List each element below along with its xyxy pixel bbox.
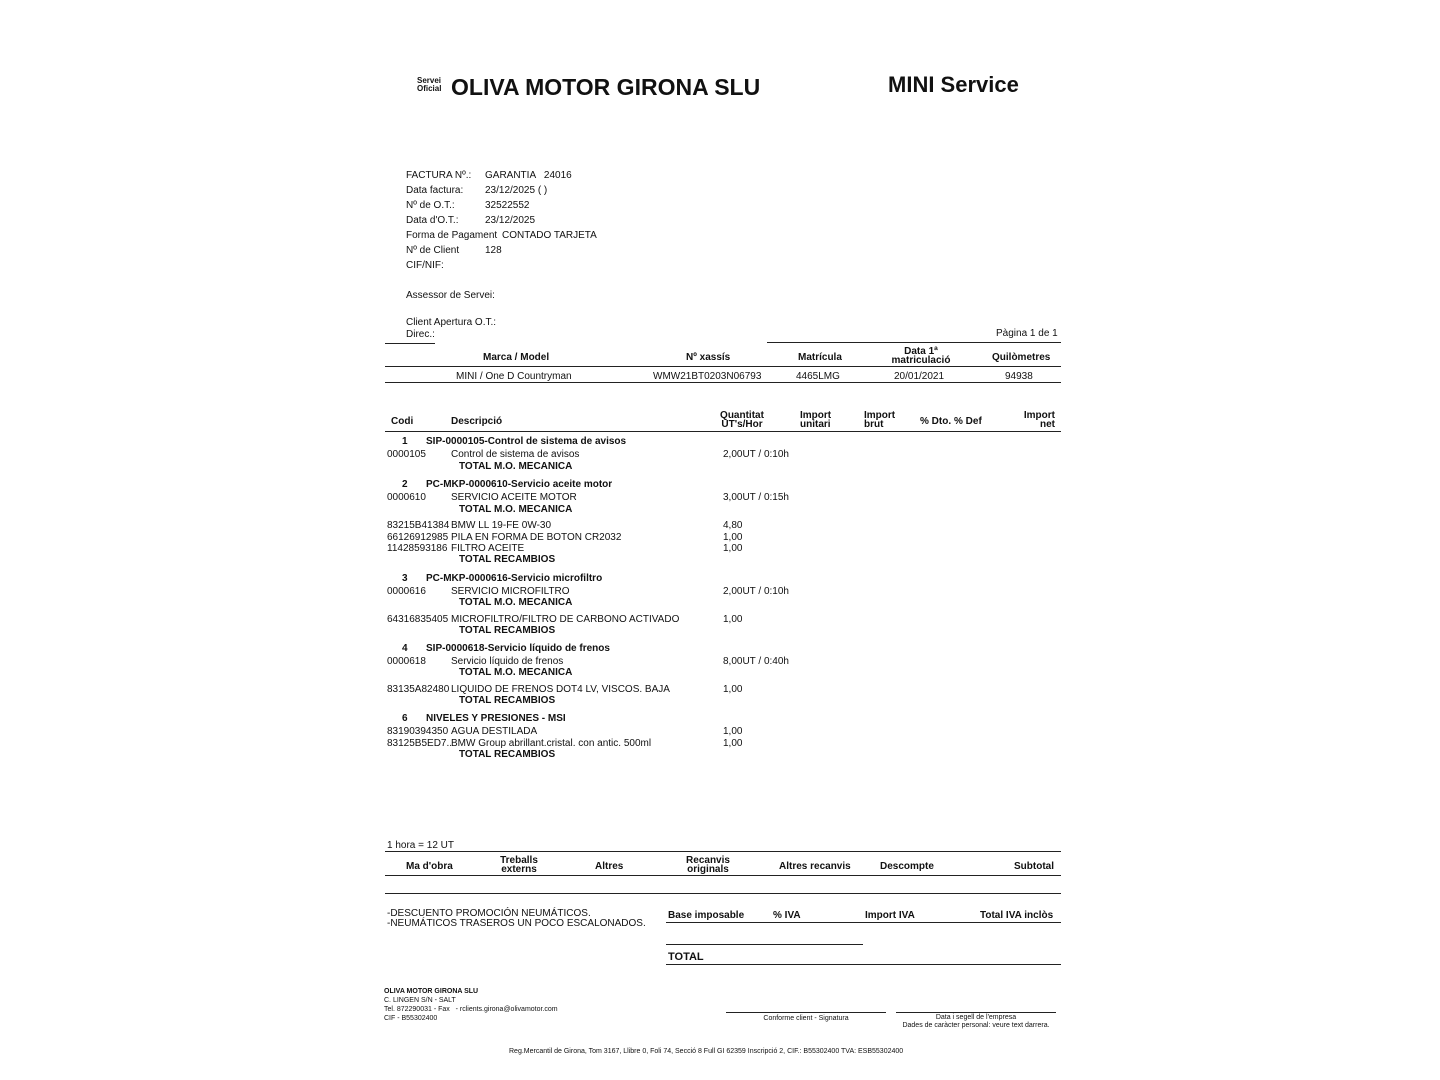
part-description: LIQUIDO DE FRENOS DOT4 LV, VISCOS. BAJA (451, 684, 670, 695)
part-code: 83215B41384 (387, 520, 450, 531)
total-label: TOTAL RECAMBIOS (459, 695, 556, 706)
col-import-unitari (800, 411, 831, 429)
footer-cif: CIF - B55302400 (384, 1015, 438, 1022)
summary-altres-recanvis: Altres recanvis (779, 861, 851, 872)
summary-descompte: Descompte (880, 861, 934, 872)
total-label: TOTAL RECAMBIOS (459, 554, 556, 565)
tax-total-iva: Total IVA inclòs (980, 910, 1054, 921)
part-quantity: 1,00 (723, 532, 743, 543)
vehicle-matricula: 4465LMG (796, 371, 840, 382)
part-code: 83135A82480 (387, 684, 450, 695)
part-quantity: 4,80 (723, 520, 743, 531)
company-name: OLIVA MOTOR GIRONA SLU (451, 74, 761, 100)
col-import-net-line2: net (1040, 419, 1055, 430)
total-label-final: TOTAL (668, 951, 704, 963)
divider (385, 431, 1061, 432)
part-code: 83190394350 (387, 726, 449, 737)
summary-treballs (489, 856, 549, 874)
col-import-net-line1: Import (1023, 410, 1055, 421)
data-ot-value: 23/12/2025 (485, 215, 536, 226)
item-quantity: 2,00UT / 0:10h (723, 449, 789, 460)
item-description: Servicio líquido de frenos (451, 656, 564, 667)
total-label: TOTAL RECAMBIOS (459, 749, 556, 760)
direc-label: Direc.: (406, 329, 435, 340)
summary-ma-obra: Ma d'obra (406, 861, 453, 872)
item-description: SERVICIO ACEITE MOTOR (451, 492, 577, 503)
part-code: 64316835405 (387, 614, 449, 625)
col-def: % Def (954, 416, 982, 427)
part-quantity: 1,00 (723, 614, 743, 625)
total-label: TOTAL M.O. MECANICA (459, 504, 573, 515)
vehicle-header-data-line2: matriculació (891, 355, 951, 366)
item-quantity: 2,00UT / 0:10h (723, 586, 789, 597)
part-quantity: 1,00 (723, 738, 743, 749)
data-factura-value: 23/12/2025 ( ) (485, 185, 548, 196)
client-apertura-label: Client Apertura O.T.: (406, 317, 497, 328)
divider (385, 366, 1061, 367)
section-number: 4 (402, 643, 408, 654)
divider (666, 964, 1061, 965)
part-description: BMW Group abrillant.cristal. con antic. 500ml (451, 738, 652, 749)
summary-recanvis (678, 856, 738, 874)
vehicle-header-data (886, 347, 956, 365)
col-quantitat-line1: Quantitat (720, 410, 764, 421)
divider (385, 343, 435, 344)
total-label: TOTAL M.O. MECANICA (459, 597, 573, 608)
forma-pagament-label: Forma de Pagament (406, 230, 498, 241)
summary-subtotal: Subtotal (1014, 861, 1054, 872)
tax-base: Base imposable (668, 910, 745, 921)
part-quantity: 1,00 (723, 543, 743, 554)
col-quantitat-line2: UT's/Hor (721, 419, 763, 430)
footer-contact: Tel. 872290031 - Fax - rclients.girona@olivamotor.com (384, 1006, 558, 1013)
col-import-brut-line2: brut (864, 419, 884, 430)
section-title: PC-MKP-0000616-Servicio microfiltro (426, 573, 603, 584)
section-title: PC-MKP-0000610-Servicio aceite motor (426, 479, 613, 490)
total-label: TOTAL M.O. MECANICA (459, 461, 573, 472)
note-line: -DESCUENTO PROMOCIÓN NEUMÁTICOS. (387, 908, 591, 919)
col-import-unitari-line2: unitari (800, 419, 831, 430)
col-import-net (1012, 411, 1055, 429)
section-title: SIP-0000105-Control de sistema de avisos (426, 436, 627, 447)
col-import-brut-line1: Import (864, 410, 896, 421)
section-number: 3 (402, 573, 408, 584)
col-import-unitari-line1: Import (800, 410, 832, 421)
divider (767, 342, 1061, 343)
part-description: FILTRO ACEITE (451, 543, 525, 554)
total-label: TOTAL M.O. MECANICA (459, 667, 573, 678)
vehicle-header-matricula: Matrícula (798, 352, 842, 363)
divider (385, 382, 1061, 383)
summary-treballs-line2: externs (501, 864, 537, 875)
item-description: SERVICIO MICROFILTRO (451, 586, 570, 597)
forma-pagament-value: CONTADO TARJETA (502, 230, 597, 241)
vehicle-header-data-line1: Data 1ª (904, 346, 938, 357)
part-description: BMW LL 19-FE 0W-30 (451, 520, 552, 531)
part-code: 11428593186 (387, 543, 448, 554)
signature-company-label: Data i segell de l'empresa (935, 1014, 1017, 1021)
item-quantity: 8,00UT / 0:40h (723, 656, 789, 667)
section-title: SIP-0000618-Servicio líquido de frenos (426, 643, 610, 654)
col-dto: % Dto. (920, 416, 952, 427)
signature-line (726, 1012, 886, 1013)
part-code: 83125B5ED7.. (387, 738, 453, 749)
assessor-label: Assessor de Servei: (406, 290, 495, 301)
footer-company: OLIVA MOTOR GIRONA SLU (384, 988, 479, 995)
total-label: TOTAL RECAMBIOS (459, 625, 556, 636)
client-number-value: 128 (485, 245, 502, 256)
hora-note: 1 hora = 12 UT (387, 840, 454, 851)
vehicle-data-matriculacio: 20/01/2021 (894, 371, 945, 382)
brand-title: MINI Service (888, 72, 1019, 97)
divider (666, 922, 1061, 923)
section-number: 6 (402, 713, 408, 724)
section-number: 1 (402, 436, 408, 447)
col-codi: Codi (391, 416, 414, 427)
servei-line: Servei (417, 76, 442, 85)
item-code: 0000616 (387, 586, 426, 597)
client-number-label: Nº de Client (406, 245, 460, 256)
num-ot-label: Nº de O.T.: (406, 200, 455, 211)
part-quantity: 1,00 (723, 684, 743, 695)
divider (385, 893, 1061, 894)
factura-label: FACTURA Nº.: (406, 170, 472, 181)
part-description: PILA EN FORMA DE BOTON CR2032 (451, 532, 622, 543)
tax-import-iva: Import IVA (865, 910, 915, 921)
summary-recanvis-line1: Recanvis (686, 855, 730, 866)
vehicle-quilometres: 94938 (1005, 371, 1033, 382)
oficial-line: Oficial (417, 84, 442, 93)
part-description: AGUA DESTILADA (451, 726, 538, 737)
item-quantity: 3,00UT / 0:15h (723, 492, 789, 503)
summary-altres: Altres (595, 861, 624, 872)
item-code: 0000618 (387, 656, 426, 667)
factura-value: GARANTIA 24016 (485, 170, 572, 181)
divider (666, 944, 863, 945)
part-quantity: 1,00 (723, 726, 743, 737)
signature-line (896, 1012, 1056, 1013)
divider (385, 851, 1061, 852)
part-code: 66126912985 (387, 532, 449, 543)
col-descripcio: Descripció (451, 416, 503, 427)
personal-data-note: Dades de caràcter personal: veure text darrera. (902, 1022, 1050, 1029)
item-code: 0000610 (387, 492, 426, 503)
data-ot-label: Data d'O.T.: (406, 215, 459, 226)
vehicle-header-quilometres: Quilòmetres (992, 352, 1051, 363)
part-description: MICROFILTRO/FILTRO DE CARBONO ACTIVADO (451, 614, 680, 625)
data-factura-label: Data factura: (406, 185, 464, 196)
signature-company (880, 1014, 1072, 1030)
col-import-brut (864, 411, 895, 429)
page-number: Pàgina 1 de 1 (996, 328, 1058, 339)
registry-note: Reg.Mercantil de Girona, Tom 3167, Llibre 0, Foli 74, Secció 8 Full GI 62359 Inscripció 2, CIF.: B55302400 TVA: ESB55302400 (509, 1048, 904, 1055)
note-line: -NEUMÁTICOS TRASEROS UN POCO ESCALONADOS. (387, 918, 646, 929)
footer-address: C. LINGEN S/N - SALT (384, 997, 456, 1004)
num-ot-value: 32522552 (485, 200, 530, 211)
vehicle-header-xassis: Nº xassís (686, 352, 731, 363)
summary-recanvis-line2: originals (687, 864, 729, 875)
vehicle-header-marca: Marca / Model (483, 352, 550, 363)
tax-iva-percent: % IVA (773, 910, 801, 921)
vehicle-marca: MINI / One D Countryman (456, 371, 572, 382)
divider (385, 875, 1061, 876)
item-code: 0000105 (387, 449, 426, 460)
cif-nif-label: CIF/NIF: (406, 260, 444, 271)
servei-oficial-label (417, 77, 441, 93)
item-description: Control de sistema de avisos (451, 449, 580, 460)
vehicle-xassis: WMW21BT0203N06793 (653, 371, 762, 382)
signature-client-label: Conforme client - Signatura (763, 1015, 849, 1022)
summary-treballs-line1: Treballs (500, 855, 538, 866)
section-title: NIVELES Y PRESIONES - MSI (426, 713, 566, 724)
section-number: 2 (402, 479, 408, 490)
col-quantitat (712, 411, 772, 429)
